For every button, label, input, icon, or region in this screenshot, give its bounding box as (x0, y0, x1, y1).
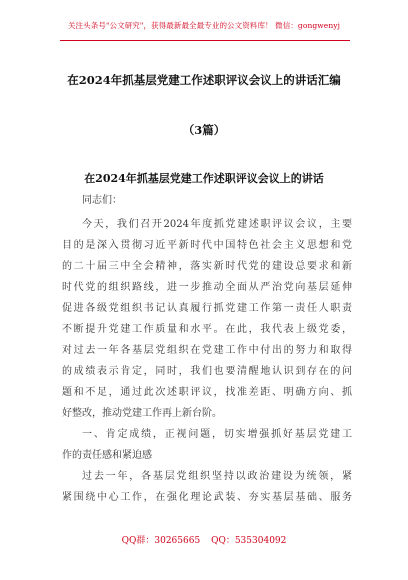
body-line: 促进各级党组织书记认真履行抓党建工作第一责任人职责 (62, 303, 352, 314)
body-line: 过去一年，各基层党组织坚持以政治建设为统领，紧 (82, 471, 352, 482)
footer-contact (0, 533, 408, 546)
body-line: 的二十届三中全会精神，落实新时代党的建设总要求和新 (62, 261, 352, 272)
header-divider (60, 40, 350, 41)
body-line: 好整改，推动党建工作再上新台阶。 (62, 408, 222, 419)
footer-qq: QQ：535304092 (211, 536, 287, 546)
section-heading-line: 一、肯定成绩，正视问题，切实增强抓好基层党建工 (82, 429, 352, 440)
document-count: （3篇） (182, 123, 226, 137)
header-note: 关注头条号"公文研究"，获得最新最全最专业的公文资料库！ 微信：gongwenyj (67, 21, 341, 30)
body-line: 今天，我们召开2024年度抓党建述职评议会议，主要 (82, 219, 352, 230)
body-text (62, 214, 352, 508)
body-line: 时代党的组织路线，进一步推动全面从严治党向基层延伸 (62, 282, 352, 293)
footer-qq-group: QQ群：30265665 (121, 536, 201, 546)
body-line: 紧围绕中心工作，在强化理论武装、夯实基层基础、服务 (62, 492, 352, 503)
document-title: 在2024年抓基层党建工作述职评议会议上的讲话汇编 (67, 73, 341, 87)
body-line: 题和不足，通过此次述职评议，找准差距、明确方向、抓 (62, 387, 352, 398)
speech-title: 在2024年抓基层党建工作述职评议会议上的讲话 (84, 172, 324, 185)
body-line: 的成绩表示肯定，同时，我们也要清醒地认识到存在的问 (62, 366, 352, 377)
salutation: 同志们： (82, 195, 122, 206)
body-line: 对过去一年各基层党组织在党建工作中付出的努力和取得 (62, 345, 352, 356)
section-heading-line: 作的责任感和紧迫感 (62, 450, 152, 461)
body-line: 不断提升党建工作质量和水平。在此，我代表上级党委， (62, 324, 352, 335)
body-line: 目的是深入贯彻习近平新时代中国特色社会主义思想和党 (62, 240, 352, 251)
